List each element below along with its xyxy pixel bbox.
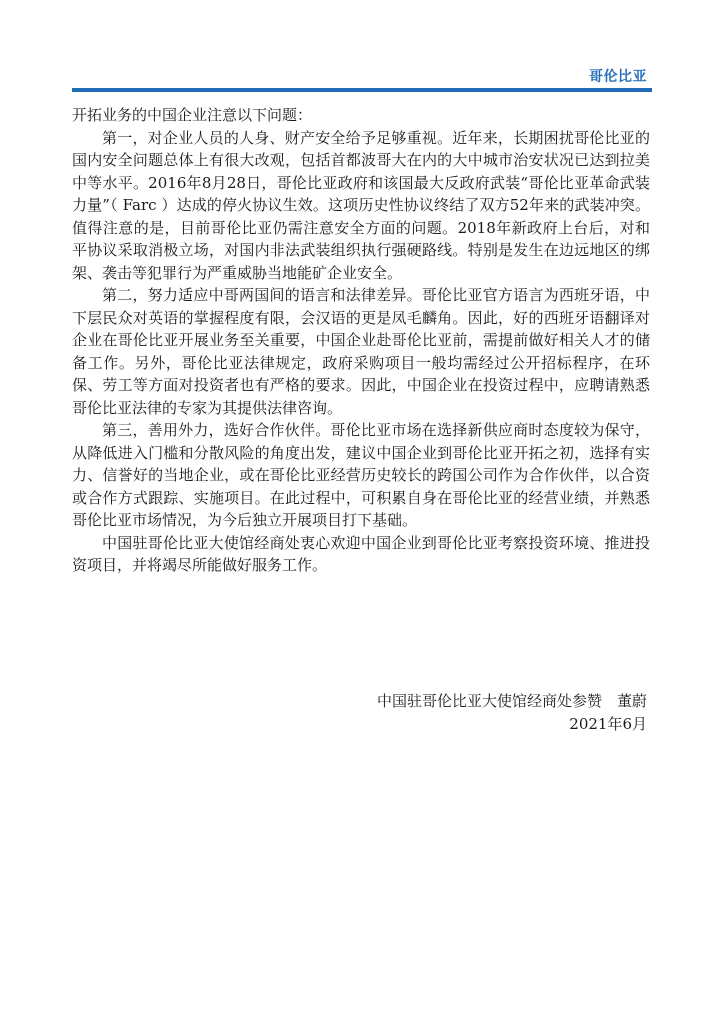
intro-paragraph: 开拓业务的中国企业注意以下问题： (72, 106, 313, 124)
signature-title: 中国驻哥伦比亚大使馆经商处参赞 董蔚 (376, 692, 647, 710)
section-title: 哥伦比亚 (589, 69, 647, 85)
header-divider (72, 88, 652, 92)
document-body (72, 104, 650, 577)
paragraph-language-law: 第二，努力适应中哥两国间的语言和法律差异。哥伦比亚官方语言为西班牙语，中下层民众对英语的掌握程度有限，会汉语的更是凤毛麟角。因此，好的西班牙语翻译对企业在哥伦比亚开展业务至关重要，中国企业赴哥伦比亚前，需提前做好相关人才的储备工作。另外，哥伦比亚法律规定，政府采购项目一般均需经过公开招标程序，在环保、劳工等方面对投资者也有严格的要求。因此，中国企业在投资过程中，应聘请熟悉哥伦比亚法律的专家为其提供法律咨询。 (72, 286, 650, 417)
signature-block (377, 690, 647, 735)
paragraph-partners: 第三，善用外力，选好合作伙伴。哥伦比亚市场在选择新供应商时态度较为保守，从降低进入门槛和分散风险的角度出发，建议中国企业到哥伦比亚开拓之初，选择有实力、信誉好的当地企业，或在哥伦比亚经营历史较长的跨国公司作为合作伙伴，以合资或合作方式跟踪、实施项目。在此过程中，可积累自身在哥伦比亚的经营业绩，并熟悉哥伦比亚市场情况，为今后独立开展项目打下基础。 (72, 421, 650, 529)
paragraph-security: 第一，对企业人员的人身、财产安全给予足够重视。近年来，长期困扰哥伦比亚的国内安全问题总体上有很大改观，包括首都波哥大在内的大中城市治安状况已达到拉美中等水平。2016年8月28日，哥伦比亚政府和该国最大反政府武装“哥伦比亚革命武装力量”（ Farc ）达成的停火协议生效。这项历史性协议终结了双方52年来的武装冲突。值得注意的是，目前哥伦比亚仍需注意安全方面的问题。2018年新政府上台后，对和平协议采取消极立场，对国内非法武装组织执行强硬路线。特别是发生在边远地区的绑架、袭击等犯罪行为严重威胁当地能矿企业安全。 (72, 128, 650, 282)
paragraph-welcome: 中国驻哥伦比亚大使馆经商处衷心欢迎中国企业到哥伦比亚考察投资环境、推进投资项目，并将竭尽所能做好服务工作。 (72, 533, 650, 574)
signature-date: 2021年6月 (569, 714, 647, 733)
